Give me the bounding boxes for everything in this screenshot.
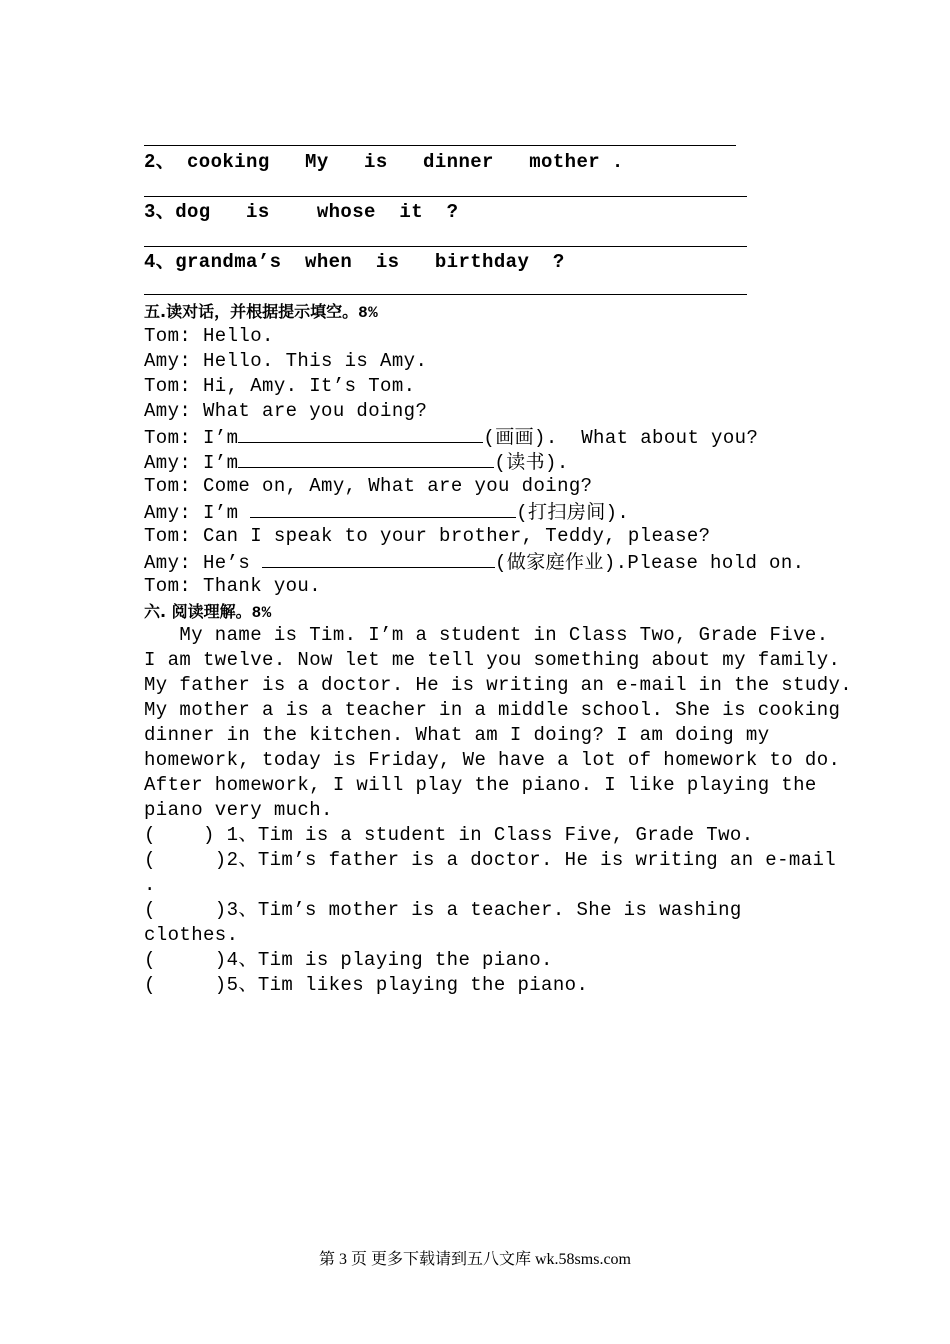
dialogue-line: Amy: What are you doing? — [144, 400, 428, 422]
question-2: ( )2、Tim’s father is a doctor. He is writing an e-mail — [144, 849, 837, 871]
reorder-item-2: 2、 cooking My is dinner mother . — [144, 151, 624, 173]
fill-blank-3[interactable] — [250, 499, 516, 518]
dialogue-line: Tom: Thank you. — [144, 575, 322, 597]
question-5: ( )5、Tim likes playing the piano. — [144, 974, 589, 996]
dialogue-line: Tom: Can I speak to your brother, Teddy, please? — [144, 525, 711, 547]
question-3-wrap: clothes. — [144, 924, 239, 946]
passage-line: My mother a is a teacher in a middle school. She is cooking — [144, 699, 841, 721]
dialogue-line: Tom: Come on, Amy, What are you doing? — [144, 475, 593, 497]
fill-blank-line-3: Amy: I’m (打扫房间). — [144, 499, 629, 526]
answer-line-3 — [144, 246, 747, 247]
question-3: ( )3、Tim’s mother is a teacher. She is washing — [144, 899, 742, 921]
passage-line: dinner in the kitchen. What am I doing? I am doing my — [144, 724, 770, 746]
passage-line: I am twelve. Now let me tell you something about my family. — [144, 649, 841, 671]
dialogue-line: Tom: Hello. — [144, 325, 274, 347]
answer-line-1 — [144, 145, 736, 146]
page-footer: 第 3 页 更多下载请到五八文库 wk.58sms.com — [318, 1251, 631, 1268]
fill-blank-line-1: Tom: I’m (画画). What about you? — [144, 424, 758, 451]
passage-line: piano very much. — [144, 799, 333, 821]
question-2-wrap: . — [144, 874, 156, 896]
passage-line: My father is a doctor. He is writing an e-mail in the study. — [144, 674, 853, 696]
dialogue-line: Tom: Hi, Amy. It’s Tom. — [144, 375, 416, 397]
fill-blank-2[interactable] — [238, 449, 494, 468]
reorder-item-3: 3、dog is whose it ? — [144, 201, 459, 223]
question-4: ( )4、Tim is playing the piano. — [144, 949, 553, 971]
answer-line-2 — [144, 196, 747, 197]
passage-line: homework, today is Friday, We have a lot of homework to do. — [144, 749, 841, 771]
dialogue-line: Amy: Hello. This is Amy. — [144, 350, 428, 372]
question-1: ( ) 1、Tim is a student in Class Five, Grade Two. — [144, 824, 754, 846]
fill-blank-line-4: Amy: He’s (做家庭作业).Please hold on. — [144, 549, 804, 576]
fill-blank-line-2: Amy: I’m (读书). — [144, 449, 569, 476]
fill-blank-4[interactable] — [262, 549, 495, 568]
answer-line-4 — [144, 294, 747, 295]
passage-line: My name is Tim. I’m a student in Class Two, Grade Five. — [144, 624, 829, 646]
fill-blank-1[interactable] — [238, 424, 483, 443]
section6-heading: 六. 阅读理解。8% — [144, 602, 272, 622]
section5-heading: 五.读对话，并根据提示填空。8% — [144, 302, 379, 322]
reorder-item-4: 4、grandma’s when is birthday ? — [144, 251, 565, 273]
passage-line: After homework, I will play the piano. I like playing the — [144, 774, 817, 796]
